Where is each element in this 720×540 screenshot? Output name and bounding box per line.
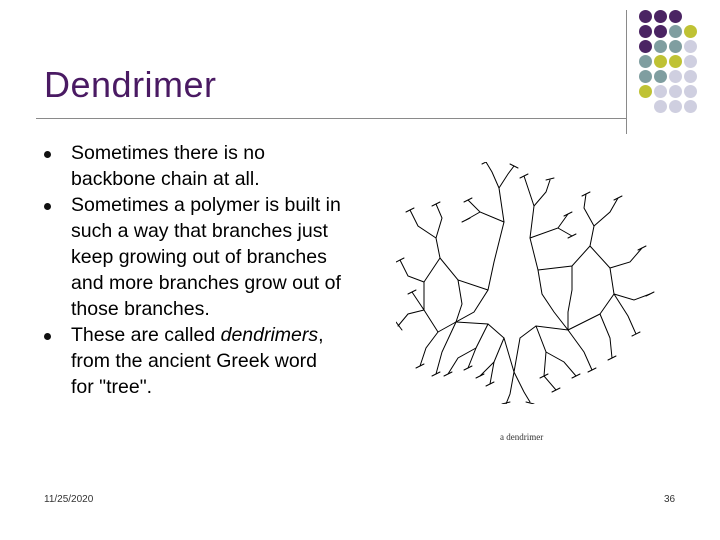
decorative-dot [684,40,697,53]
bullet-emphasis: dendrimers [220,324,319,346]
bullet-icon [44,151,51,158]
bullet-icon [44,333,51,340]
decorative-dot [654,100,667,113]
vertical-divider [626,10,627,134]
decorative-dot [684,70,697,83]
decorative-dot [639,55,652,68]
decorative-dot [684,100,697,113]
decorative-dot [639,10,652,23]
decorative-dot [669,55,682,68]
dendrimer-tips [396,162,654,404]
dendrimer-diagram [396,162,666,404]
decorative-dot [669,25,682,38]
bullet-list [44,140,344,400]
decorative-dot [669,70,682,83]
decorative-dot [654,70,667,83]
decorative-dot [654,55,667,68]
figure-caption: a dendrimer [500,432,544,442]
page-number: 36 [664,494,676,505]
footer-date: 11/25/2020 [44,494,94,505]
bullet-icon [44,203,51,210]
title-divider [36,118,626,119]
slide-title: Dendrimer [44,64,217,105]
decorative-dot [639,70,652,83]
dendrimer-branches [398,162,650,404]
bullet-item [44,192,344,322]
decorative-dot [654,85,667,98]
decorative-dot [639,40,652,53]
decorative-dot [684,85,697,98]
decorative-dot [639,25,652,38]
decorative-dot [669,40,682,53]
decorative-dot [654,25,667,38]
bullet-text: Sometimes there is no backbone chain at all. [71,142,266,190]
decorative-dot [669,100,682,113]
bullet-text-tail: , from the ancient Greek word for "tree". [71,324,324,398]
decorative-dot [669,10,682,23]
bullet-item [44,140,344,192]
bullet-text: These are called [71,324,221,346]
bullet-item [44,322,344,400]
decorative-dot [639,85,652,98]
decorative-dot [684,55,697,68]
decorative-dot [654,40,667,53]
bullet-text: Sometimes a polymer is built in such a way that branches just keep growing out of branches and more branches grow out of those branches. [71,194,341,320]
decorative-dot [654,10,667,23]
decorative-dot [669,85,682,98]
decorative-dot [684,25,697,38]
